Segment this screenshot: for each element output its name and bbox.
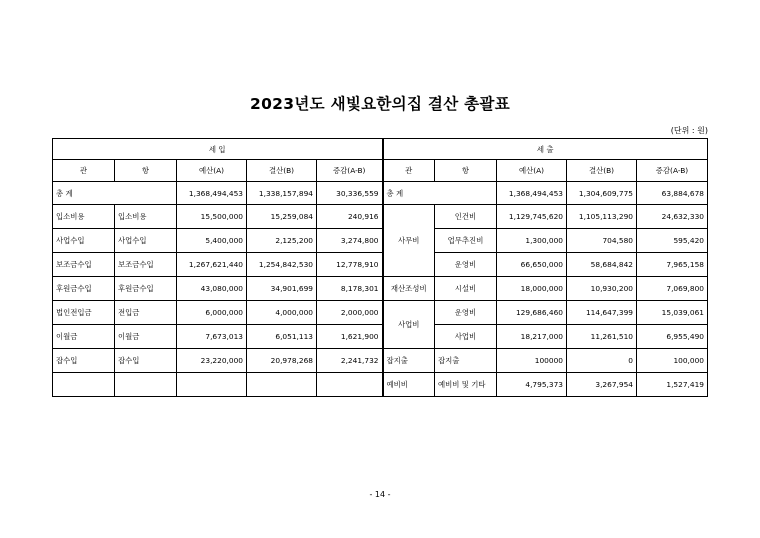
expense-header: 세 출 bbox=[383, 139, 708, 160]
cell-settlement: 3,267,954 bbox=[567, 373, 637, 397]
cell-budget: 5,400,000 bbox=[177, 229, 247, 253]
cell-settlement: 10,930,200 bbox=[567, 277, 637, 301]
cell-hang: 사업비 bbox=[435, 325, 497, 349]
table-row bbox=[53, 205, 708, 229]
cell-budget: 23,220,000 bbox=[177, 349, 247, 373]
settlement-summary-table bbox=[52, 138, 708, 397]
cell-hang: 잡수입 bbox=[115, 349, 177, 373]
table-row bbox=[53, 349, 708, 373]
cell-hang: 운영비 bbox=[435, 253, 497, 277]
cell-diff: 2,241,732 bbox=[317, 349, 383, 373]
cell-budget: 4,795,373 bbox=[497, 373, 567, 397]
cell-hang bbox=[115, 373, 177, 397]
cell-gwan: 법인전입금 bbox=[53, 301, 115, 325]
expense-gwan-cell: 재산조성비 bbox=[383, 277, 435, 301]
cell-budget: 6,000,000 bbox=[177, 301, 247, 325]
cell-budget: 1,368,494,453 bbox=[177, 182, 247, 205]
cell-hang: 후원금수입 bbox=[115, 277, 177, 301]
cell-budget: 7,673,013 bbox=[177, 325, 247, 349]
expense-gwan-cell: 예비비 bbox=[383, 373, 435, 397]
total-row bbox=[53, 182, 708, 205]
cell-diff bbox=[317, 373, 383, 397]
table-row bbox=[53, 373, 708, 397]
cell-hang: 전입금 bbox=[115, 301, 177, 325]
cell-hang: 사업수입 bbox=[115, 229, 177, 253]
page-title: 2023년도 새빛요한의집 결산 총괄표 bbox=[250, 95, 510, 113]
cell-settlement bbox=[247, 373, 317, 397]
cell-settlement: 34,901,699 bbox=[247, 277, 317, 301]
cell-gwan: 후원금수입 bbox=[53, 277, 115, 301]
expense-gwan-cell: 잡지출 bbox=[383, 349, 435, 373]
column-header-row bbox=[53, 160, 708, 182]
cell-settlement: 1,338,157,894 bbox=[247, 182, 317, 205]
cell-budget: 66,650,000 bbox=[497, 253, 567, 277]
cell-diff: 63,884,678 bbox=[637, 182, 708, 205]
cell-budget: 43,080,000 bbox=[177, 277, 247, 301]
cell-settlement: 2,125,200 bbox=[247, 229, 317, 253]
cell-budget: 18,000,000 bbox=[497, 277, 567, 301]
cell-settlement: 11,261,510 bbox=[567, 325, 637, 349]
cell-gwan: 입소비용 bbox=[53, 205, 115, 229]
cell-diff: 240,916 bbox=[317, 205, 383, 229]
cell-diff: 100,000 bbox=[637, 349, 708, 373]
unit-label: (단위 : 원) bbox=[670, 126, 708, 135]
cell-gwan: 잡수입 bbox=[53, 349, 115, 373]
cell-budget: 18,217,000 bbox=[497, 325, 567, 349]
cell-gwan: 보조금수입 bbox=[53, 253, 115, 277]
cell-gwan: 이월금 bbox=[53, 325, 115, 349]
col-header-settlement: 결산(B) bbox=[567, 160, 637, 182]
cell-settlement: 58,684,842 bbox=[567, 253, 637, 277]
table-row bbox=[53, 253, 708, 277]
col-header-diff: 증감(A-B) bbox=[637, 160, 708, 182]
table-row bbox=[53, 325, 708, 349]
cell-settlement: 0 bbox=[567, 349, 637, 373]
cell-settlement: 6,051,113 bbox=[247, 325, 317, 349]
cell-hang: 운영비 bbox=[435, 301, 497, 325]
cell-budget: 1,129,745,620 bbox=[497, 205, 567, 229]
cell-settlement: 20,978,268 bbox=[247, 349, 317, 373]
cell-settlement: 4,000,000 bbox=[247, 301, 317, 325]
cell-diff: 24,632,330 bbox=[637, 205, 708, 229]
expense-total-label: 총 계 bbox=[383, 182, 497, 205]
cell-hang: 입소비용 bbox=[115, 205, 177, 229]
cell-diff: 7,069,800 bbox=[637, 277, 708, 301]
page-number: - 14 - bbox=[369, 490, 391, 499]
cell-settlement: 15,259,084 bbox=[247, 205, 317, 229]
col-header-settlement: 결산(B) bbox=[247, 160, 317, 182]
cell-diff: 6,955,490 bbox=[637, 325, 708, 349]
section-header-row bbox=[53, 139, 708, 160]
cell-budget: 1,300,000 bbox=[497, 229, 567, 253]
col-header-gwan: 관 bbox=[383, 160, 435, 182]
cell-budget: 15,500,000 bbox=[177, 205, 247, 229]
cell-settlement: 1,105,113,290 bbox=[567, 205, 637, 229]
cell-settlement: 1,304,609,775 bbox=[567, 182, 637, 205]
table-row bbox=[53, 277, 708, 301]
cell-diff: 1,527,419 bbox=[637, 373, 708, 397]
cell-diff: 30,336,559 bbox=[317, 182, 383, 205]
cell-budget: 129,686,460 bbox=[497, 301, 567, 325]
revenue-header: 세 입 bbox=[53, 139, 383, 160]
cell-diff: 15,039,061 bbox=[637, 301, 708, 325]
expense-gwan-cell: 사업비 bbox=[383, 301, 435, 349]
cell-diff: 8,178,301 bbox=[317, 277, 383, 301]
cell-settlement: 114,647,399 bbox=[567, 301, 637, 325]
cell-diff: 595,420 bbox=[637, 229, 708, 253]
revenue-total-label: 총 계 bbox=[53, 182, 177, 205]
cell-diff: 1,621,900 bbox=[317, 325, 383, 349]
cell-settlement: 704,580 bbox=[567, 229, 637, 253]
table-row bbox=[53, 301, 708, 325]
cell-budget bbox=[177, 373, 247, 397]
cell-hang: 인건비 bbox=[435, 205, 497, 229]
cell-hang: 시설비 bbox=[435, 277, 497, 301]
cell-diff: 7,965,158 bbox=[637, 253, 708, 277]
cell-gwan bbox=[53, 373, 115, 397]
cell-hang: 업무추진비 bbox=[435, 229, 497, 253]
col-header-budget: 예산(A) bbox=[177, 160, 247, 182]
cell-hang: 예비비 및 기타 bbox=[435, 373, 497, 397]
cell-hang: 보조금수입 bbox=[115, 253, 177, 277]
cell-settlement: 1,254,842,530 bbox=[247, 253, 317, 277]
col-header-hang: 항 bbox=[435, 160, 497, 182]
col-header-budget: 예산(A) bbox=[497, 160, 567, 182]
cell-hang: 이월금 bbox=[115, 325, 177, 349]
cell-budget: 100000 bbox=[497, 349, 567, 373]
cell-diff: 2,000,000 bbox=[317, 301, 383, 325]
table-row bbox=[53, 229, 708, 253]
cell-hang: 잡지출 bbox=[435, 349, 497, 373]
cell-budget: 1,267,621,440 bbox=[177, 253, 247, 277]
col-header-diff: 증감(A-B) bbox=[317, 160, 383, 182]
cell-diff: 3,274,800 bbox=[317, 229, 383, 253]
cell-budget: 1,368,494,453 bbox=[497, 182, 567, 205]
col-header-gwan: 관 bbox=[53, 160, 115, 182]
col-header-hang: 항 bbox=[115, 160, 177, 182]
expense-gwan-cell: 사무비 bbox=[383, 205, 435, 277]
cell-diff: 12,778,910 bbox=[317, 253, 383, 277]
cell-gwan: 사업수입 bbox=[53, 229, 115, 253]
